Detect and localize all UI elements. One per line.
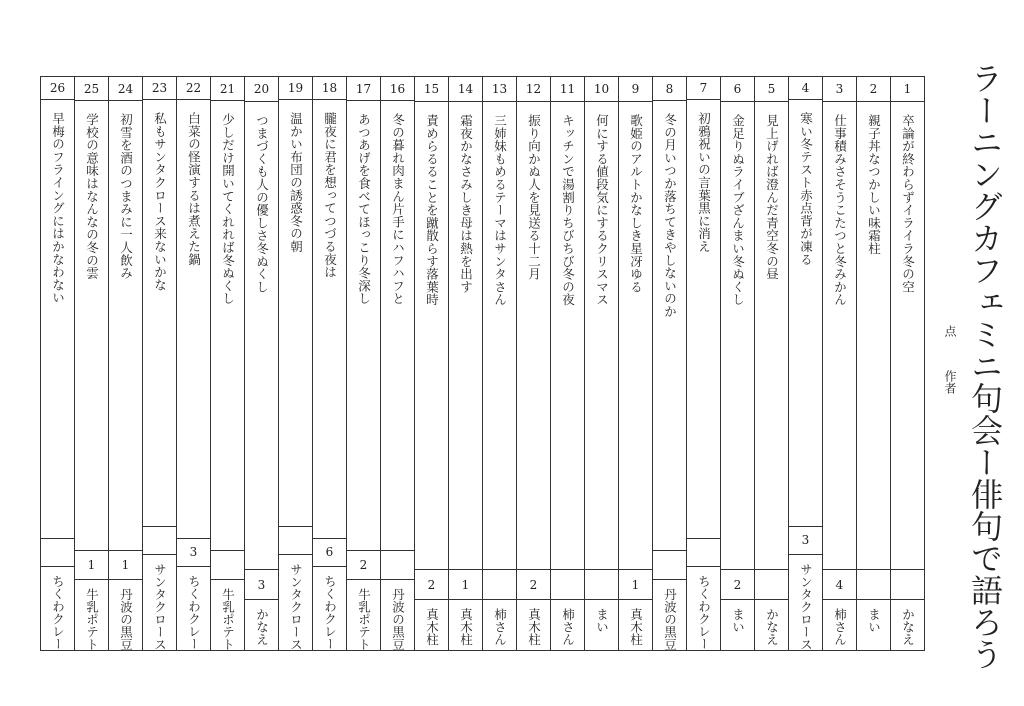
author-cell	[755, 600, 788, 650]
author-cell	[619, 600, 652, 650]
points-cell: 3	[789, 527, 822, 554]
haiku-text: 振り向かぬ人を見送る十二月	[526, 114, 542, 281]
haiku-column	[244, 77, 278, 650]
entry-number: 17	[347, 77, 380, 101]
haiku-cell	[687, 100, 720, 538]
haiku-text: 早梅のフライングにはかなわない	[50, 112, 66, 305]
haiku-cell	[347, 101, 380, 551]
haiku-text: 親子丼なつかしい味霜柱	[866, 114, 882, 255]
entry-number: 1	[891, 77, 924, 102]
author-cell	[75, 580, 108, 651]
haiku-text: 初鴉祝いの言葉黒に消え	[696, 112, 712, 254]
entry-number: 14	[449, 77, 482, 102]
haiku-text: 責めらるることを蹴散らす落葉時	[424, 114, 440, 306]
author-cell	[891, 600, 924, 650]
haiku-text: 何にする値段気にするクリスマス	[594, 114, 610, 306]
points-cell	[211, 551, 244, 580]
points-cell: 2	[347, 551, 380, 580]
haiku-text: 白菜の怪演するは煮えた鍋	[186, 112, 202, 267]
haiku-cell	[211, 101, 244, 551]
entry-number: 2	[857, 77, 890, 102]
haiku-column	[414, 77, 448, 650]
haiku-cell	[857, 102, 890, 570]
haiku-text: キッチンで湯割りちびちび冬の夜	[560, 114, 576, 306]
author-cell	[143, 555, 176, 651]
haiku-text: 三姉妹もめるテーマはサンタさん	[492, 114, 508, 306]
author-name: サンタクロース	[152, 562, 168, 650]
entry-number: 10	[585, 77, 618, 102]
author-cell	[517, 600, 550, 650]
haiku-cell	[75, 101, 108, 551]
haiku-text: 温かい布団の誘惑冬の朝	[288, 111, 304, 253]
author-name: 真木柱	[424, 608, 440, 646]
author-name: サンタクロース	[798, 562, 814, 650]
haiku-column	[788, 77, 822, 650]
entry-number: 19	[279, 77, 312, 100]
haiku-column	[482, 77, 516, 650]
haiku-text: あつあげを食べてほっこり冬深し	[356, 113, 372, 306]
haiku-column	[448, 77, 482, 650]
entry-number: 25	[75, 77, 108, 101]
points-cell: 4	[823, 570, 856, 600]
entry-number: 13	[483, 77, 516, 102]
author-name: 真木柱	[628, 608, 644, 646]
author-name: ちくわクレー	[50, 574, 66, 650]
entry-number: 18	[313, 77, 346, 100]
author-name: 柿さん	[832, 608, 848, 646]
haiku-column	[210, 77, 244, 650]
author-cell	[823, 600, 856, 650]
haiku-column	[108, 77, 142, 650]
haiku-cell	[823, 102, 856, 570]
haiku-text: 霜夜かなさみしき母は熱を出す	[458, 114, 474, 294]
haiku-cell	[619, 102, 652, 570]
haiku-column	[41, 77, 74, 650]
author-cell	[551, 600, 584, 650]
points-cell: 2	[721, 570, 754, 600]
haiku-text: 仕事積みさそうこたつと冬みかん	[832, 114, 848, 306]
points-cell	[653, 551, 686, 580]
haiku-cell	[585, 102, 618, 570]
entry-number: 11	[551, 77, 584, 102]
haiku-cell	[483, 102, 516, 570]
points-cell: 3	[177, 539, 210, 567]
entry-number: 22	[177, 77, 210, 100]
entry-number: 16	[381, 77, 414, 101]
points-cell	[143, 527, 176, 554]
points-cell: 3	[245, 570, 278, 600]
haiku-column	[74, 77, 108, 650]
points-cell: 1	[75, 551, 108, 580]
author-cell	[449, 600, 482, 650]
haiku-text: つまづくも人の優しさ冬ぬくし	[254, 114, 270, 294]
haiku-text: 寒い冬テスト赤点背が凍る	[798, 111, 814, 266]
points-cell: 1	[449, 570, 482, 600]
haiku-cell	[653, 101, 686, 551]
haiku-column	[686, 77, 720, 650]
author-name: まい	[730, 608, 746, 633]
haiku-text: 私もサンタクロース来ないかな	[152, 111, 168, 292]
haiku-cell	[279, 100, 312, 527]
points-cell: 2	[415, 570, 448, 600]
entry-number: 5	[755, 77, 788, 102]
points-cell	[381, 551, 414, 580]
entry-number: 26	[41, 77, 74, 100]
points-cell: 1	[109, 551, 142, 580]
author-name: 牛乳ポテト	[356, 587, 372, 650]
entry-number: 20	[245, 77, 278, 102]
haiku-column	[856, 77, 890, 650]
haiku-cell	[721, 102, 754, 570]
haiku-column	[890, 77, 924, 650]
points-cell: 6	[313, 539, 346, 567]
haiku-column	[754, 77, 788, 650]
author-name: まい	[594, 608, 610, 633]
haiku-cell	[143, 100, 176, 527]
haiku-column	[720, 77, 754, 650]
haiku-column	[550, 77, 584, 650]
author-name: かなえ	[764, 608, 780, 646]
points-cell	[755, 570, 788, 600]
haiku-text: 見上げれば澄んだ青空冬の昼	[764, 114, 780, 281]
points-cell	[857, 570, 890, 600]
author-cell	[585, 600, 618, 650]
page-title: ラーニングカフェミニ句会ー俳句で語ろう	[966, 62, 1004, 670]
author-name: かなえ	[900, 608, 916, 646]
haiku-table	[40, 76, 925, 651]
haiku-column	[176, 77, 210, 650]
haiku-cell	[755, 102, 788, 570]
haiku-text: 冬の暮れ肉まん片手にハフハフと	[390, 113, 406, 306]
author-cell	[347, 580, 380, 651]
points-cell	[41, 539, 74, 567]
author-cell	[857, 600, 890, 650]
author-cell	[789, 555, 822, 651]
author-cell	[415, 600, 448, 650]
author-name: ちくわクレー	[322, 574, 338, 650]
author-name: かなえ	[254, 608, 270, 646]
haiku-text: 金足りぬライブざんまい冬ぬくし	[730, 114, 746, 306]
entry-number: 24	[109, 77, 142, 101]
points-cell: 2	[517, 570, 550, 600]
author-name: 柿さん	[492, 608, 508, 646]
haiku-text: 朧夜に君を想ってつづる夜は	[322, 112, 338, 279]
author-name: 丹波の黒豆	[390, 587, 406, 650]
author-row-label: 作者	[943, 370, 957, 394]
entry-number: 15	[415, 77, 448, 102]
haiku-cell	[245, 102, 278, 570]
entry-number: 4	[789, 77, 822, 100]
entry-number: 3	[823, 77, 856, 102]
author-cell	[381, 580, 414, 651]
haiku-text: 冬の月いつか落ちてきやしないのか	[662, 113, 678, 318]
haiku-column	[822, 77, 856, 650]
author-cell	[653, 580, 686, 651]
author-cell	[211, 580, 244, 651]
points-cell: 1	[619, 570, 652, 600]
author-name: 真木柱	[526, 608, 542, 646]
entry-number: 12	[517, 77, 550, 102]
haiku-cell	[517, 102, 550, 570]
points-row-label: 点	[943, 325, 957, 337]
points-cell	[279, 527, 312, 554]
points-cell	[483, 570, 516, 600]
haiku-cell	[177, 100, 210, 538]
haiku-cell	[381, 101, 414, 551]
author-cell	[177, 567, 210, 650]
author-name: 丹波の黒豆	[662, 587, 678, 650]
haiku-cell	[415, 102, 448, 570]
author-cell	[721, 600, 754, 650]
haiku-text: 歌姫のアルトかなしき星冴ゆる	[628, 114, 644, 294]
points-cell	[891, 570, 924, 600]
haiku-text: 学校の意味はなんなの冬の雲	[84, 113, 100, 280]
entry-number: 7	[687, 77, 720, 100]
entry-number: 9	[619, 77, 652, 102]
haiku-column	[618, 77, 652, 650]
entry-number: 21	[211, 77, 244, 101]
author-cell	[687, 567, 720, 650]
author-name: サンタクロース	[288, 562, 304, 650]
haiku-cell	[109, 101, 142, 551]
entry-number: 23	[143, 77, 176, 100]
author-name: 牛乳ポテト	[84, 587, 100, 650]
author-name: まい	[866, 608, 882, 633]
author-cell	[41, 567, 74, 650]
points-cell	[687, 539, 720, 567]
haiku-column	[652, 77, 686, 650]
haiku-cell	[551, 102, 584, 570]
author-name: ちくわクレー	[186, 574, 202, 650]
author-cell	[279, 555, 312, 651]
haiku-column	[278, 77, 312, 650]
author-name: 丹波の黒豆	[118, 587, 134, 650]
haiku-column	[584, 77, 618, 650]
haiku-column	[312, 77, 346, 650]
author-name: 柿さん	[560, 608, 576, 646]
points-cell	[551, 570, 584, 600]
author-cell	[483, 600, 516, 650]
haiku-cell	[41, 100, 74, 538]
author-name: 真木柱	[458, 608, 474, 646]
haiku-cell	[313, 100, 346, 538]
entry-number: 6	[721, 77, 754, 102]
haiku-column	[516, 77, 550, 650]
author-cell	[245, 600, 278, 650]
haiku-cell	[789, 100, 822, 527]
entry-number: 8	[653, 77, 686, 101]
haiku-text: 少しだけ開いてくれれば冬ぬくし	[220, 113, 236, 306]
haiku-cell	[891, 102, 924, 570]
author-cell	[109, 580, 142, 651]
author-name: ちくわクレー	[696, 574, 712, 650]
author-name: 牛乳ポテト	[220, 587, 236, 650]
haiku-cell	[449, 102, 482, 570]
haiku-text: 初雪を酒のつまみに一人飲み	[118, 113, 134, 280]
haiku-column	[346, 77, 380, 650]
haiku-text: 卒論が終わらずイライラ冬の空	[900, 114, 916, 294]
haiku-column	[380, 77, 414, 650]
haiku-column	[142, 77, 176, 650]
author-cell	[313, 567, 346, 650]
points-cell	[585, 570, 618, 600]
